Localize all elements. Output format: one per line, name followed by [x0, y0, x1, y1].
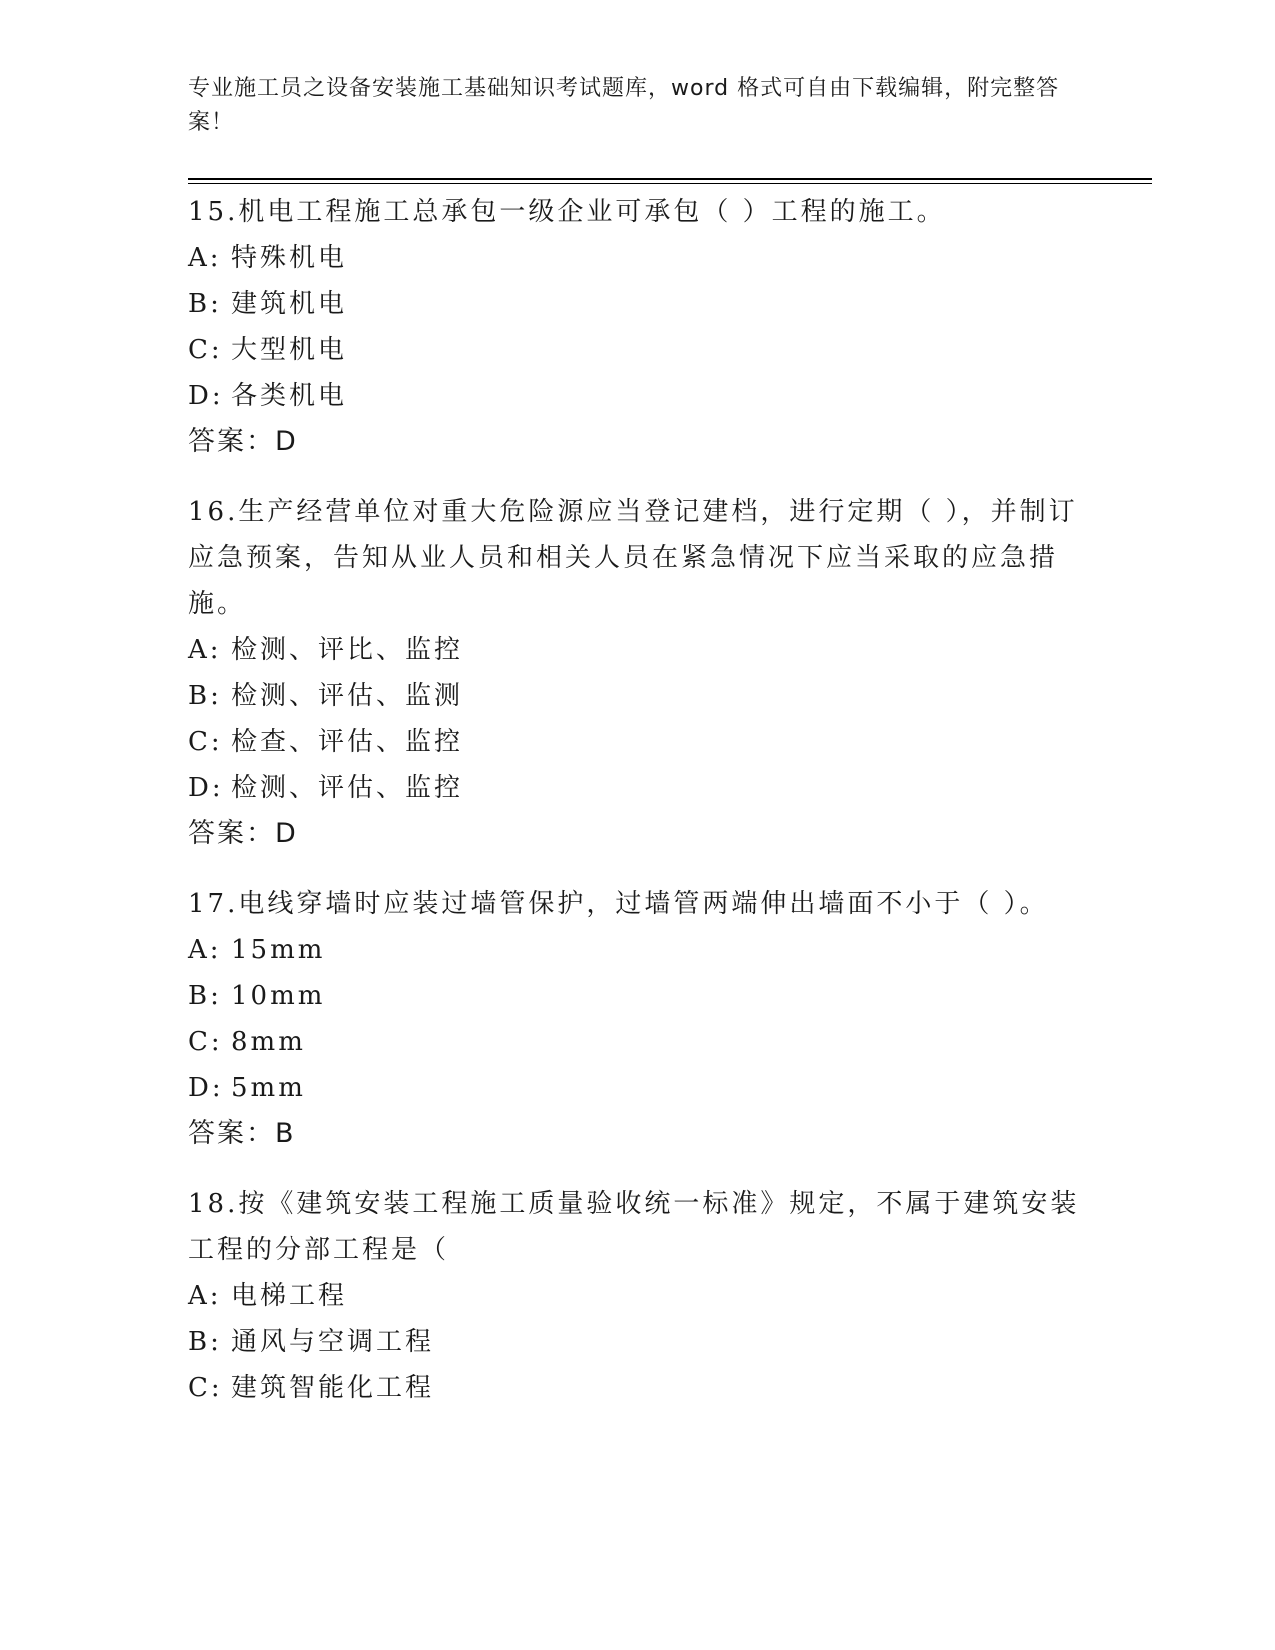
option-text: 检测、评比、监控 [231, 635, 464, 665]
answer-line: 答案：D [188, 426, 298, 457]
question-15 [188, 189, 1088, 465]
option-text: 电梯工程 [231, 1281, 348, 1311]
option-key: D: [188, 381, 224, 411]
option-c [188, 719, 1088, 765]
header-divider-thin [188, 183, 1152, 184]
option-text: 检查、评估、监控 [231, 727, 464, 757]
option-text: 8mm [231, 1027, 306, 1057]
option-text: 15mm [231, 935, 326, 965]
option-key: D: [188, 1073, 224, 1103]
option-d [188, 1065, 1088, 1111]
option-d [188, 373, 1088, 419]
question-stem: 16.生产经营单位对重大危险源应当登记建档，进行定期（ ），并制订应急预案，告知从业人员和相关人员在紧急情况下应当采取的应急措施。 [188, 497, 1078, 619]
question-stem: 17.电线穿墙时应装过墙管保护，过墙管两端伸出墙面不小于（ ）。 [188, 889, 1049, 919]
question-stem: 18.按《建筑安装工程施工质量验收统一标准》规定，不属于建筑安装工程的分部工程是（ [188, 1189, 1080, 1265]
answer-line: 答案：D [188, 818, 298, 849]
option-key: C: [188, 1027, 223, 1057]
option-key: A: [188, 635, 222, 665]
option-b [188, 1319, 1088, 1365]
option-key: B: [188, 981, 222, 1011]
option-c [188, 1019, 1088, 1065]
option-key: C: [188, 727, 223, 757]
option-text: 通风与空调工程 [231, 1327, 435, 1357]
option-text: 建筑机电 [231, 289, 348, 319]
document-header: 专业施工员之设备安装施工基础知识考试题库，word 格式可自由下载编辑，附完整答案！ [188, 76, 1060, 135]
option-b [188, 673, 1088, 719]
question-stem: 15.机电工程施工总承包一级企业可承包（ ）工程的施工。 [188, 197, 946, 227]
option-text: 各类机电 [231, 381, 348, 411]
option-text: 10mm [231, 981, 326, 1011]
option-key: B: [188, 681, 222, 711]
option-a [188, 627, 1088, 673]
question-18 [188, 1181, 1088, 1411]
option-d [188, 765, 1088, 811]
option-text: 建筑智能化工程 [231, 1373, 435, 1403]
option-a [188, 927, 1088, 973]
option-key: A: [188, 243, 222, 273]
option-key: B: [188, 289, 222, 319]
option-b [188, 973, 1088, 1019]
option-text: 特殊机电 [231, 243, 348, 273]
option-key: A: [188, 935, 222, 965]
option-text: 检测、评估、监控 [231, 773, 464, 803]
option-c [188, 327, 1088, 373]
header-divider-thick [188, 178, 1152, 180]
option-key: C: [188, 1373, 223, 1403]
option-c [188, 1365, 1088, 1411]
option-key: D: [188, 773, 224, 803]
option-key: C: [188, 335, 223, 365]
question-16 [188, 489, 1088, 857]
option-b [188, 281, 1088, 327]
option-text: 检测、评估、监测 [231, 681, 464, 711]
option-a [188, 1273, 1088, 1319]
option-text: 5mm [231, 1073, 306, 1103]
option-a [188, 235, 1088, 281]
option-text: 大型机电 [231, 335, 348, 365]
question-list [188, 189, 1088, 1435]
answer-line: 答案：B [188, 1118, 296, 1149]
question-17 [188, 881, 1088, 1157]
option-key: B: [188, 1327, 222, 1357]
option-key: A: [188, 1281, 222, 1311]
